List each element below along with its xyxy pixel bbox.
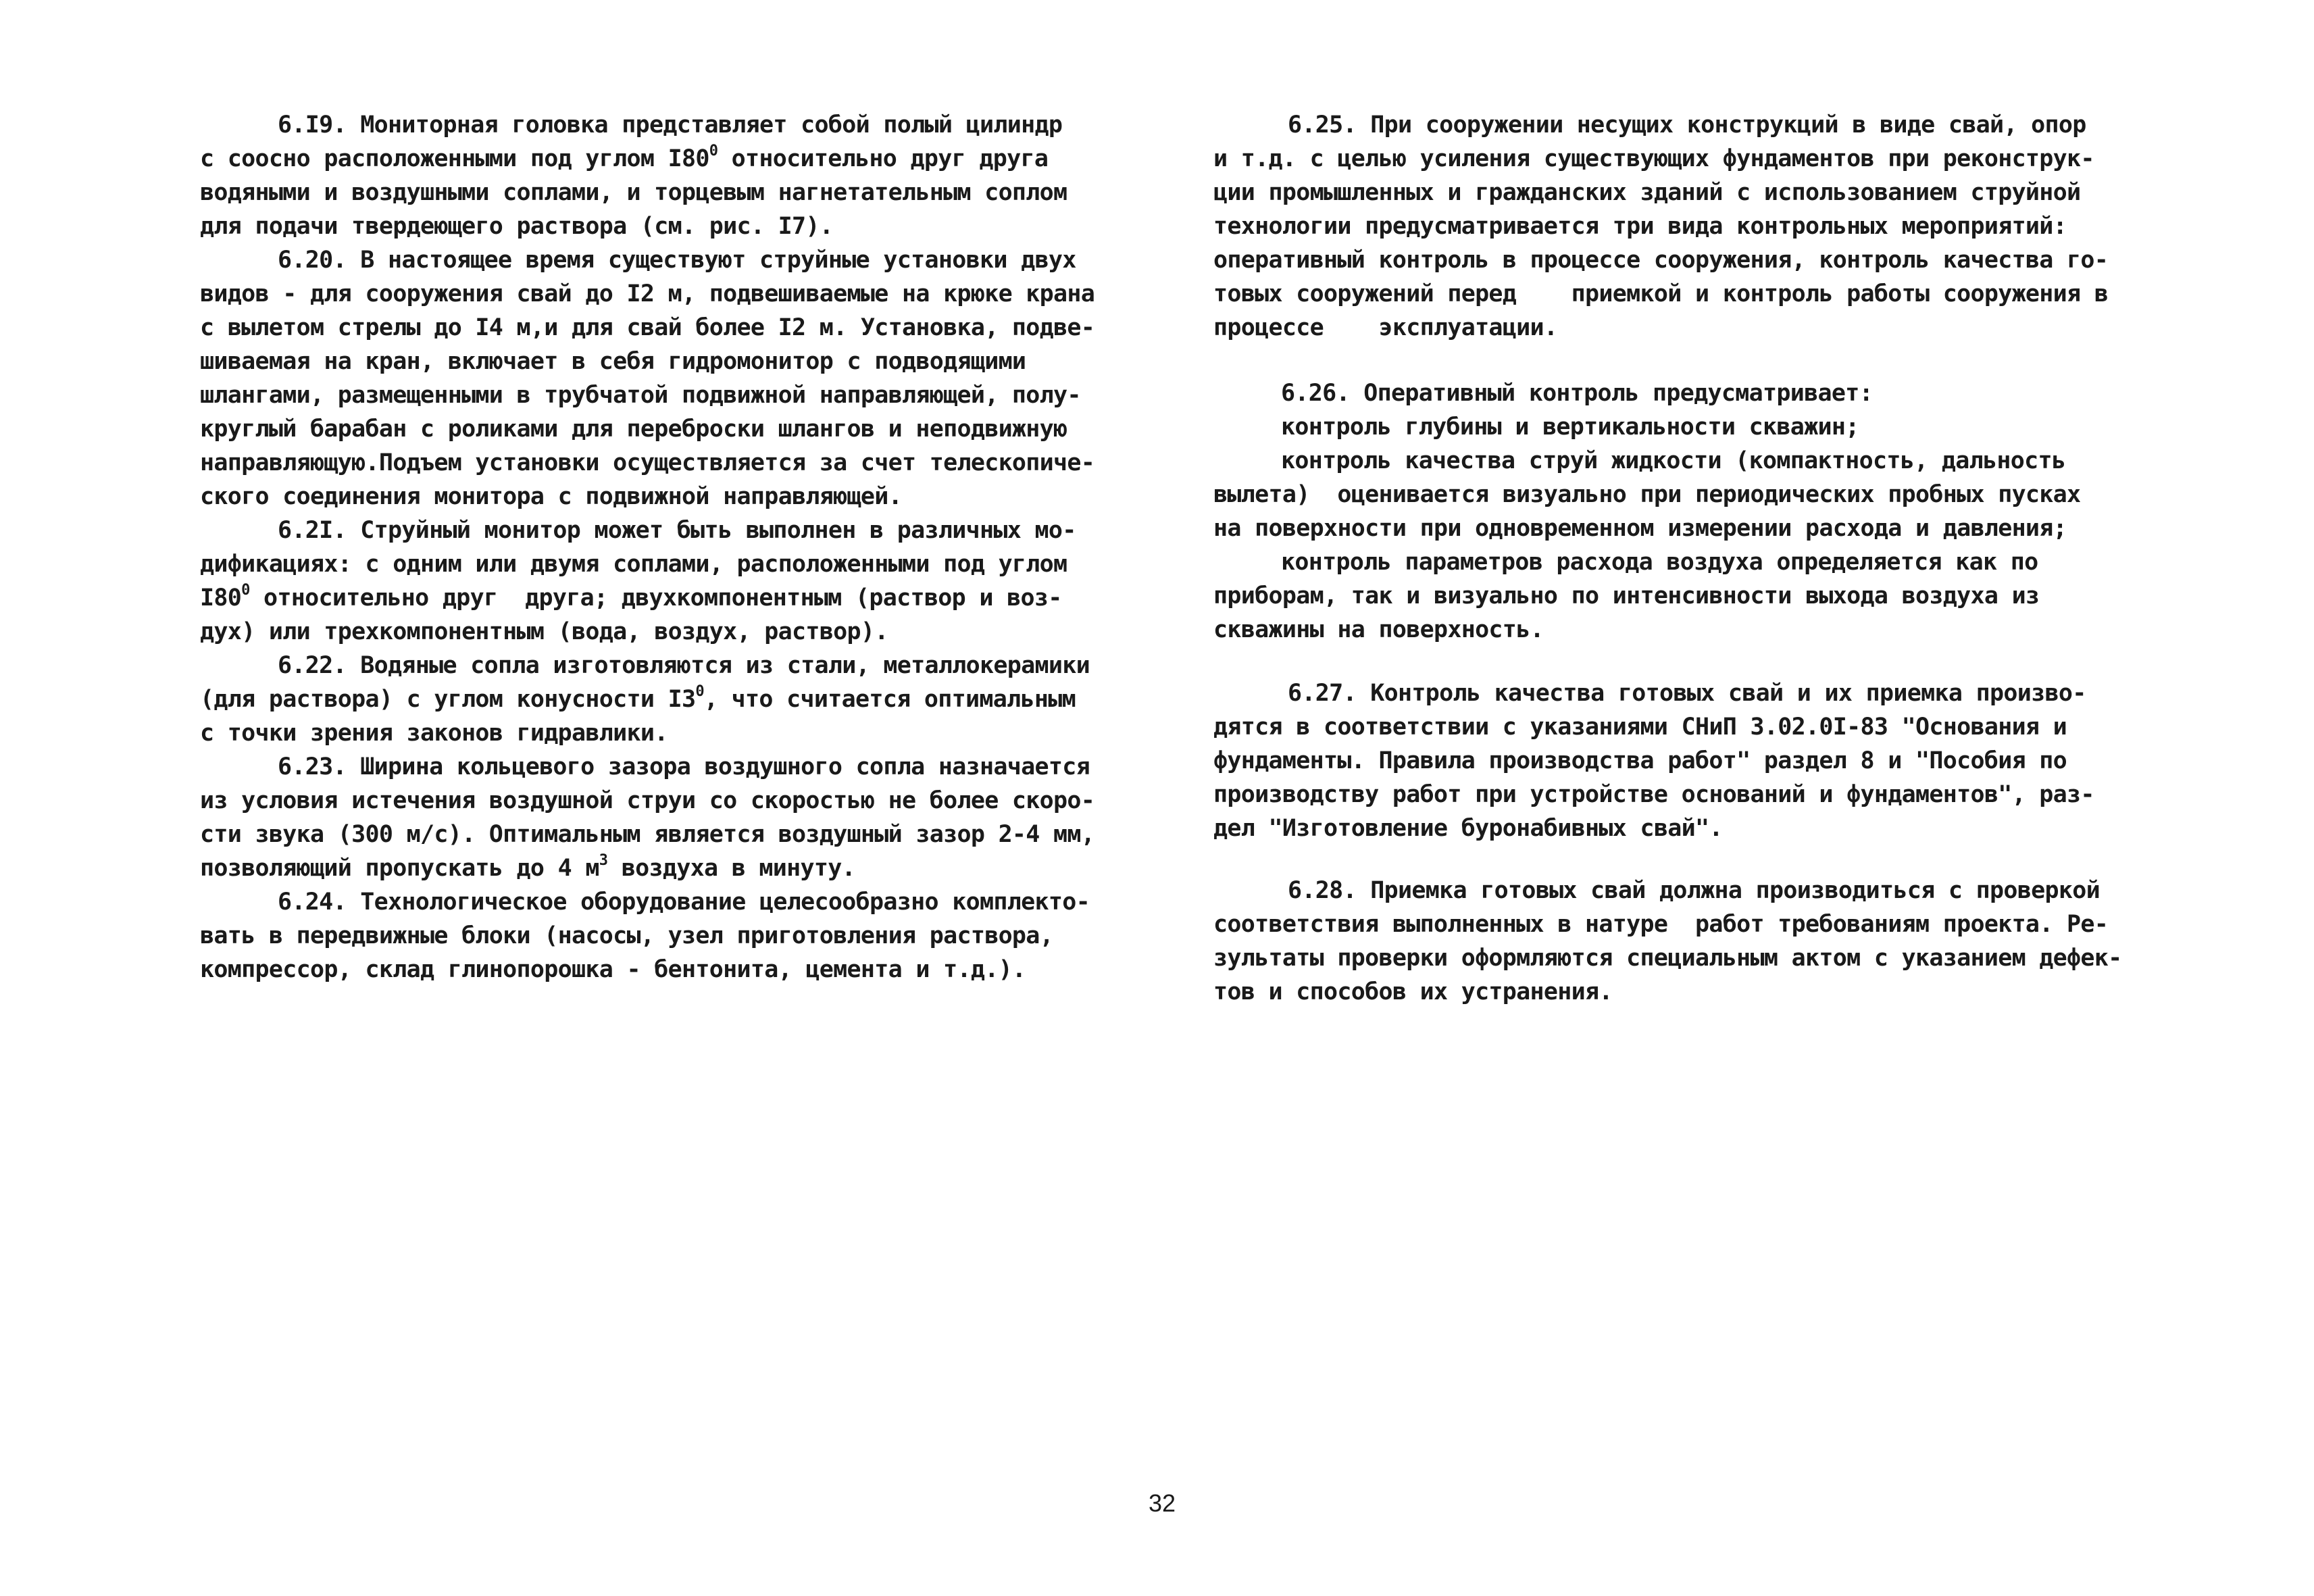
text-line: компрессор, склад глинопорошка - бентонита, цемента и т.д.). (200, 956, 1026, 983)
text-line: контроль параметров расхода воздуха определяется как по (1281, 549, 2038, 576)
text-line: 6.24. Технологическое оборудование целесообразно комплекто- (278, 889, 1090, 916)
text-line: зультаты проверки оформляются специальным актом с указанием дефек- (1213, 945, 2122, 972)
text-line: приборам, так и визуально по интенсивности выхода воздуха из (1213, 582, 2040, 609)
text-line: 6.I9. Мониторная головка представляет собой полый цилиндр (278, 111, 1063, 139)
text-line: водяными и воздушными соплами, и торцевым нагнетательным соплом (200, 179, 1067, 206)
text-line: 6.23. Ширина кольцевого зазора воздушного сопла назначается (278, 753, 1090, 780)
text-line: технологии предусматривается три вида контрольных мероприятий: (1213, 213, 2067, 240)
text-line: соответствия выполненных в натуре работ требованиям проекта. Ре- (1213, 911, 2109, 938)
text-line: круглый барабан с роликами для переброски шлангов и неподвижную (200, 416, 1067, 443)
text-line: ции промышленных и гражданских зданий с использованием струйной (1213, 179, 2081, 206)
text-line: и т.д. с целью усиления существующих фундаментов при реконструк- (1213, 145, 2094, 172)
text-line: с точки зрения законов гидравлики. (200, 720, 668, 747)
text-line: 6.28. Приемка готовых свай должна производиться с проверкой (1288, 877, 2100, 904)
text-line: оперативный контроль в процессе сооружения, контроль качества го- (1213, 247, 2109, 274)
text-line: дятся в соответствии с указаниями СНиП 3.02.0I-83 "Основания и (1213, 714, 2067, 741)
page-number: 32 (1148, 1489, 1176, 1517)
text-line: шлангами, размещенными в трубчатой подвижной направляющей, полу- (200, 382, 1081, 409)
text-line: контроль качества струй жидкости (компактность, дальность (1281, 447, 2066, 474)
text-line: видов - для сооружения свай до I2 м, подвешиваемые на крюке крана (200, 280, 1095, 307)
text-line: вать в передвижные блоки (насосы, узел приготовления раствора, (200, 922, 1054, 949)
text-line: процессе эксплуатации. (1213, 314, 1558, 341)
text-line: товых сооружений перед приемкой и контроль работы сооружения в (1213, 280, 2109, 307)
text-line: 6.2I. Струйный монитор может быть выполнен в различных мо- (278, 517, 1076, 544)
text-line: производству работ при устройстве оснований и фундаментов", раз- (1213, 781, 2094, 808)
text-line: 6.20. В настоящее время существуют струйные установки двух (278, 247, 1076, 274)
text-line: 6.26. Оперативный контроль предусматривает: (1281, 380, 1873, 407)
text-line: скважины на поверхность. (1213, 616, 1544, 643)
text-line: тов и способов их устранения. (1213, 978, 1613, 1005)
text-line: 6.22. Водяные сопла изготовляются из стали, металлокерамики (278, 652, 1090, 679)
text-line: направляющую.Подъем установки осуществляется за счет телескопиче- (200, 449, 1095, 476)
text-line: контроль глубины и вертикальности скважин; (1281, 414, 1859, 441)
text-line: ского соединения монитора с подвижной направляющей. (200, 483, 902, 510)
text-line: на поверхности при одновременном измерении расхода и давления; (1213, 515, 2067, 542)
text-line: фундаменты. Правила производства работ" раздел 8 и "Пособия по (1213, 747, 2067, 774)
text-line: из условия истечения воздушной струи со скоростью не более скоро- (200, 787, 1095, 814)
text-line: позволяющий пропускать до 4 $м^3$ воздуха в минуту. (200, 852, 856, 882)
text-line: для подачи твердеющего раствора (см. рис. I7). (200, 213, 834, 240)
text-line: дел "Изготовление буронабивных свай". (1213, 815, 1723, 842)
text-line: вылета) оценивается визуально при периодических пробных пусках (1213, 481, 2081, 508)
text-line: шиваемая на кран, включает в себя гидромонитор с подводящими (200, 348, 1026, 375)
text-line: дух) или трехкомпонентным (вода, воздух, раствор). (200, 618, 888, 645)
text-line: с соосно расположенными под углом $I80^0$ относительно друг друга (200, 143, 1049, 172)
text-line: 6.25. При сооружении несущих конструкций в виде свай, опор (1288, 111, 2086, 139)
text-line: с вылетом стрелы до I4 м,и для свай более I2 м. Установка, подве- (200, 314, 1095, 341)
text-line: 6.27. Контроль качества готовых свай и их приемка произво- (1288, 680, 2086, 707)
text-line: $I80^0$ относительно друг друга; двухкомпонентным (раствор и воз- (200, 582, 1062, 612)
text-line: сти звука (300 м/с). Оптимальным является воздушный зазор 2-4 мм, (200, 821, 1095, 848)
text-line: (для раствора) с углом конусности $I3^0$, что считается оптимальным (200, 683, 1076, 713)
text-line: дификациях: с одним или двумя соплами, расположенными под углом (200, 551, 1067, 578)
